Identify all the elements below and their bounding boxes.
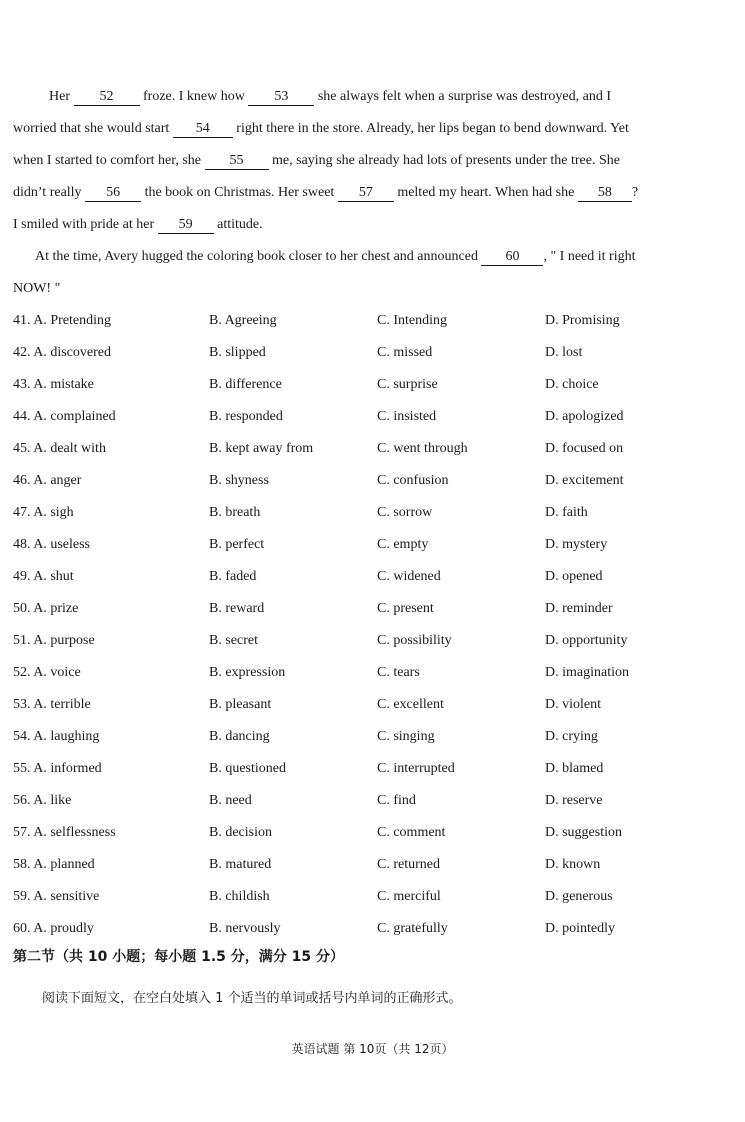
question-number: 41. — [13, 313, 31, 328]
option-c[interactable]: C. singing — [377, 729, 435, 744]
passage-text: froze. I knew how — [139, 89, 249, 104]
option-c[interactable]: C. gratefully — [377, 921, 448, 936]
blank-54[interactable]: 54 — [173, 121, 233, 138]
option-d[interactable]: D. reserve — [545, 793, 603, 808]
question-number: 47. — [13, 505, 31, 520]
question-row — [13, 337, 733, 369]
passage-line — [13, 209, 668, 241]
option-a[interactable] — [13, 497, 74, 529]
option-c[interactable]: C. confusion — [377, 473, 449, 488]
question-number: 51. — [13, 633, 31, 648]
option-c[interactable]: C. went through — [377, 441, 468, 456]
passage-text: melted my heart. When had she — [393, 185, 578, 200]
question-row — [13, 369, 733, 401]
option-d[interactable]: D. violent — [545, 697, 601, 712]
question-number: 54. — [13, 729, 31, 744]
question-number: 43. — [13, 377, 31, 392]
option-a[interactable] — [13, 753, 102, 785]
option-b[interactable]: B. shyness — [209, 473, 269, 488]
option-b[interactable]: B. pleasant — [209, 697, 272, 712]
option-a-text: A. anger — [33, 473, 82, 488]
passage-text: I smiled with pride at her — [13, 217, 158, 232]
option-a[interactable] — [13, 817, 116, 849]
option-b[interactable]: B. reward — [209, 601, 265, 616]
question-row — [13, 657, 733, 689]
passage-text: NOW! " — [13, 281, 61, 296]
option-c[interactable]: C. missed — [377, 345, 433, 360]
blank-59[interactable]: 59 — [158, 217, 214, 234]
option-d[interactable]: D. opportunity — [545, 633, 628, 648]
passage-text: At the time, Avery hugged the coloring book closer to her chest and announced — [35, 249, 482, 264]
option-a-text: A. proudly — [33, 921, 94, 936]
blank-56[interactable]: 56 — [85, 185, 141, 202]
section-instruction: 阅读下面短文，在空白处填入 1 个适当的单词或括号内单词的正确形式。 — [42, 991, 462, 1006]
question-row — [13, 849, 733, 881]
passage-line — [13, 81, 668, 113]
option-d[interactable]: D. focused on — [545, 441, 624, 456]
option-c[interactable]: C. interrupted — [377, 761, 455, 776]
option-d[interactable]: D. reminder — [545, 601, 613, 616]
option-a[interactable] — [13, 305, 111, 337]
question-number: 50. — [13, 601, 31, 616]
option-a[interactable] — [13, 721, 99, 753]
option-c[interactable]: C. surprise — [377, 377, 438, 392]
option-d[interactable]: D. excitement — [545, 473, 624, 488]
option-b[interactable]: B. dancing — [209, 729, 270, 744]
option-a-text: A. laughing — [33, 729, 100, 744]
answer-options-list — [13, 305, 733, 945]
option-c[interactable]: C. returned — [377, 857, 440, 872]
option-a-text: A. informed — [33, 761, 102, 776]
option-d[interactable]: D. pointedly — [545, 921, 615, 936]
question-number: 55. — [13, 761, 31, 776]
option-a[interactable] — [13, 689, 91, 721]
section-heading: 第二节（共 10 小题；每小题 1.5 分，满分 15 分） — [13, 949, 345, 965]
option-d[interactable]: D. apologized — [545, 409, 624, 424]
question-row — [13, 721, 733, 753]
question-row — [13, 433, 733, 465]
option-a[interactable] — [13, 849, 95, 881]
option-b[interactable]: B. responded — [209, 409, 283, 424]
option-d[interactable]: D. imagination — [545, 665, 629, 680]
question-row — [13, 753, 733, 785]
question-row — [13, 305, 733, 337]
question-row — [13, 465, 733, 497]
option-a[interactable] — [13, 465, 81, 497]
question-row — [13, 561, 733, 593]
option-c[interactable]: C. tears — [377, 665, 420, 680]
question-number: 59. — [13, 889, 31, 904]
option-a-text: A. complained — [33, 409, 116, 424]
blank-53[interactable]: 53 — [248, 89, 314, 106]
question-number: 52. — [13, 665, 31, 680]
option-a-text: A. voice — [33, 665, 81, 680]
question-row — [13, 401, 733, 433]
option-a[interactable] — [13, 401, 116, 433]
option-b[interactable]: B. slipped — [209, 345, 266, 360]
option-d[interactable]: D. faith — [545, 505, 588, 520]
passage-line — [13, 145, 668, 177]
option-d[interactable]: D. mystery — [545, 537, 608, 552]
option-a-text: A. terrible — [33, 697, 91, 712]
option-a-text: A. useless — [33, 537, 91, 552]
option-d[interactable]: D. known — [545, 857, 601, 872]
cloze-passage — [13, 81, 668, 305]
question-row — [13, 881, 733, 913]
blank-58[interactable]: 58 — [578, 185, 632, 202]
option-c[interactable]: C. widened — [377, 569, 441, 584]
passage-text: , " I need it right — [543, 249, 636, 264]
passage-text: worried that she would start — [13, 121, 173, 136]
option-b[interactable]: B. faded — [209, 569, 257, 584]
option-a-text: A. discovered — [33, 345, 111, 360]
option-d[interactable]: D. Promising — [545, 313, 620, 328]
option-d[interactable]: D. choice — [545, 377, 599, 392]
option-b[interactable]: B. questioned — [209, 761, 286, 776]
question-number: 53. — [13, 697, 31, 712]
option-c[interactable]: C. Intending — [377, 313, 447, 328]
option-d[interactable]: D. generous — [545, 889, 613, 904]
question-row — [13, 593, 733, 625]
option-a[interactable] — [13, 625, 95, 657]
option-b[interactable]: B. Agreeing — [209, 313, 277, 328]
option-a[interactable] — [13, 593, 78, 625]
option-a[interactable] — [13, 337, 111, 369]
passage-text: right there in the store. Already, her lips began to bend downward. Yet — [232, 121, 629, 136]
passage-text: when I started to comfort her, she — [13, 153, 205, 168]
option-a[interactable] — [13, 433, 106, 465]
passage-line — [13, 241, 668, 273]
question-row — [13, 817, 733, 849]
option-b[interactable]: B. kept away from — [209, 441, 314, 456]
passage-line — [13, 113, 668, 145]
passage-text: Her — [49, 89, 74, 104]
option-a-text: A. prize — [33, 601, 79, 616]
option-c[interactable]: C. present — [377, 601, 434, 616]
question-row — [13, 497, 733, 529]
option-b[interactable]: B. decision — [209, 825, 272, 840]
blank-57[interactable]: 57 — [338, 185, 394, 202]
option-b[interactable]: B. difference — [209, 377, 282, 392]
option-b[interactable]: B. nervously — [209, 921, 281, 936]
option-d[interactable]: D. crying — [545, 729, 598, 744]
question-row — [13, 689, 733, 721]
option-a[interactable] — [13, 881, 99, 913]
option-a-text: A. shut — [33, 569, 74, 584]
option-c[interactable]: C. comment — [377, 825, 446, 840]
question-number: 60. — [13, 921, 31, 936]
passage-text: the book on Christmas. Her sweet — [141, 185, 338, 200]
option-b[interactable]: B. secret — [209, 633, 258, 648]
option-c[interactable]: C. excellent — [377, 697, 444, 712]
option-a-text: A. Pretending — [33, 313, 111, 328]
option-a[interactable] — [13, 913, 94, 945]
question-number: 45. — [13, 441, 31, 456]
question-row — [13, 785, 733, 817]
option-a-text: A. sigh — [33, 505, 74, 520]
option-a-text: A. mistake — [33, 377, 94, 392]
question-row — [13, 913, 733, 945]
option-d[interactable]: D. lost — [545, 345, 583, 360]
option-a[interactable] — [13, 369, 94, 401]
option-c[interactable]: C. merciful — [377, 889, 441, 904]
option-d[interactable]: D. suggestion — [545, 825, 622, 840]
blank-55[interactable]: 55 — [205, 153, 269, 170]
option-a-text: A. purpose — [33, 633, 95, 648]
page-footer: 英语试题 第 10页（共 12页） — [291, 1042, 454, 1056]
question-number: 57. — [13, 825, 31, 840]
option-b[interactable]: B. childish — [209, 889, 270, 904]
question-number: 44. — [13, 409, 31, 424]
blank-52[interactable]: 52 — [74, 89, 140, 106]
option-a-text: A. planned — [33, 857, 95, 872]
option-b[interactable]: B. matured — [209, 857, 272, 872]
question-number: 49. — [13, 569, 31, 584]
passage-text: she always felt when a surprise was destroyed, and I — [314, 89, 611, 104]
option-c[interactable]: C. find — [377, 793, 416, 808]
option-d[interactable]: D. blamed — [545, 761, 604, 776]
question-number: 42. — [13, 345, 31, 360]
question-number: 56. — [13, 793, 31, 808]
option-c[interactable]: C. empty — [377, 537, 429, 552]
option-a[interactable] — [13, 785, 71, 817]
option-a-text: A. dealt with — [33, 441, 106, 456]
option-a[interactable] — [13, 529, 90, 561]
option-c[interactable]: C. sorrow — [377, 505, 433, 520]
passage-text: attitude. — [213, 217, 263, 232]
question-number: 48. — [13, 537, 31, 552]
passage-line — [13, 273, 668, 305]
passage-text: ? — [631, 185, 639, 200]
passage-text: didn’t really — [13, 185, 86, 200]
option-a-text: A. sensitive — [33, 889, 100, 904]
option-a-text: A. like — [33, 793, 72, 808]
question-row — [13, 625, 733, 657]
question-number: 46. — [13, 473, 31, 488]
option-b[interactable]: B. perfect — [209, 537, 265, 552]
option-b[interactable]: B. expression — [209, 665, 286, 680]
option-a[interactable] — [13, 561, 74, 593]
option-a[interactable] — [13, 657, 81, 689]
passage-text: me, saying she already had lots of presents under the tree. She — [268, 153, 620, 168]
blank-60[interactable]: 60 — [481, 249, 543, 266]
option-a-text: A. selflessness — [33, 825, 116, 840]
option-c[interactable]: C. insisted — [377, 409, 437, 424]
option-d[interactable]: D. opened — [545, 569, 603, 584]
option-c[interactable]: C. possibility — [377, 633, 452, 648]
option-b[interactable]: B. breath — [209, 505, 261, 520]
option-b[interactable]: B. need — [209, 793, 252, 808]
question-number: 58. — [13, 857, 31, 872]
question-row — [13, 529, 733, 561]
passage-line — [13, 177, 668, 209]
